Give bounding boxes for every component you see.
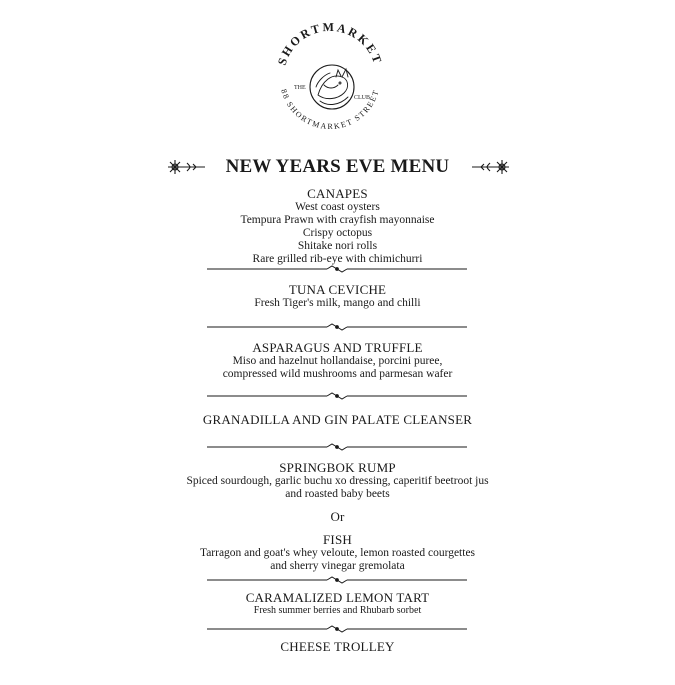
menu-item: compressed wild mushrooms and parmesan wafer — [222, 368, 453, 380]
right-ornament-icon — [470, 157, 512, 177]
asparagus-section — [0, 341, 675, 381]
menu-item: Tarragon and goat's whey veloute, lemon roasted courgettes — [199, 547, 476, 559]
menu-item: and sherry vinegar gremolata — [270, 560, 405, 572]
section-divider — [207, 625, 467, 633]
section-heading: CHEESE TROLLEY — [280, 639, 395, 654]
section-divider — [207, 323, 467, 331]
fox-emblem-icon — [268, 15, 392, 139]
tuna-ceviche-section — [0, 283, 675, 310]
or-text: Or — [330, 509, 345, 524]
section-divider — [207, 443, 467, 451]
logo-bottom-text: 88 SHORTMARKET STREET — [279, 88, 381, 132]
menu-item: Tempura Prawn with crayfish mayonnaise — [240, 214, 435, 226]
section-heading: CANAPES — [307, 186, 368, 201]
section-divider — [207, 576, 467, 584]
menu-item: Fresh Tiger's milk, mango and chilli — [254, 297, 421, 309]
lemon-tart-section — [0, 591, 675, 617]
fish-section — [0, 533, 675, 573]
menu-title: NEW YEARS EVE MENU — [225, 156, 450, 177]
logo-top-text: SHORTMARKET — [274, 19, 386, 67]
menu-item: Crispy octopus — [302, 227, 373, 239]
menu-item: Spiced sourdough, garlic buchu xo dressing, caperitif beetroot jus — [186, 475, 489, 487]
or-separator — [0, 510, 675, 524]
svg-text:SHORTMARKET — [275, 20, 386, 67]
menu-item: West coast oysters — [295, 201, 380, 213]
shortmarket-club-logo — [268, 15, 392, 139]
menu-item: Miso and hazelnut hollandaise, porcini puree, — [232, 355, 443, 367]
section-heading: SPRINGBOK RUMP — [279, 460, 396, 475]
menu-item: Shitake nori rolls — [297, 240, 378, 252]
logo-right-text: CLUB — [354, 95, 371, 101]
canapes-section — [0, 187, 675, 266]
section-heading: GRANADILLA AND GIN PALATE CLEANSER — [202, 412, 473, 427]
logo-left-text: THE — [294, 85, 306, 91]
menu-item: Fresh summer berries and Rhubarb sorbet — [253, 605, 422, 616]
section-heading: CARAMALIZED LEMON TART — [245, 590, 430, 605]
section-heading: FISH — [323, 532, 352, 547]
springbok-section — [0, 461, 675, 501]
menu-item: Rare grilled rib-eye with chimichurri — [252, 253, 423, 265]
granadilla-section — [0, 413, 675, 427]
section-heading: TUNA CEVICHE — [288, 282, 387, 297]
section-divider — [207, 392, 467, 400]
menu-item: and roasted baby beets — [285, 488, 390, 500]
cheese-trolley-section — [0, 640, 675, 654]
section-heading: ASPARAGUS AND TRUFFLE — [252, 340, 423, 355]
section-divider — [207, 265, 467, 273]
menu-title-row — [0, 155, 675, 181]
